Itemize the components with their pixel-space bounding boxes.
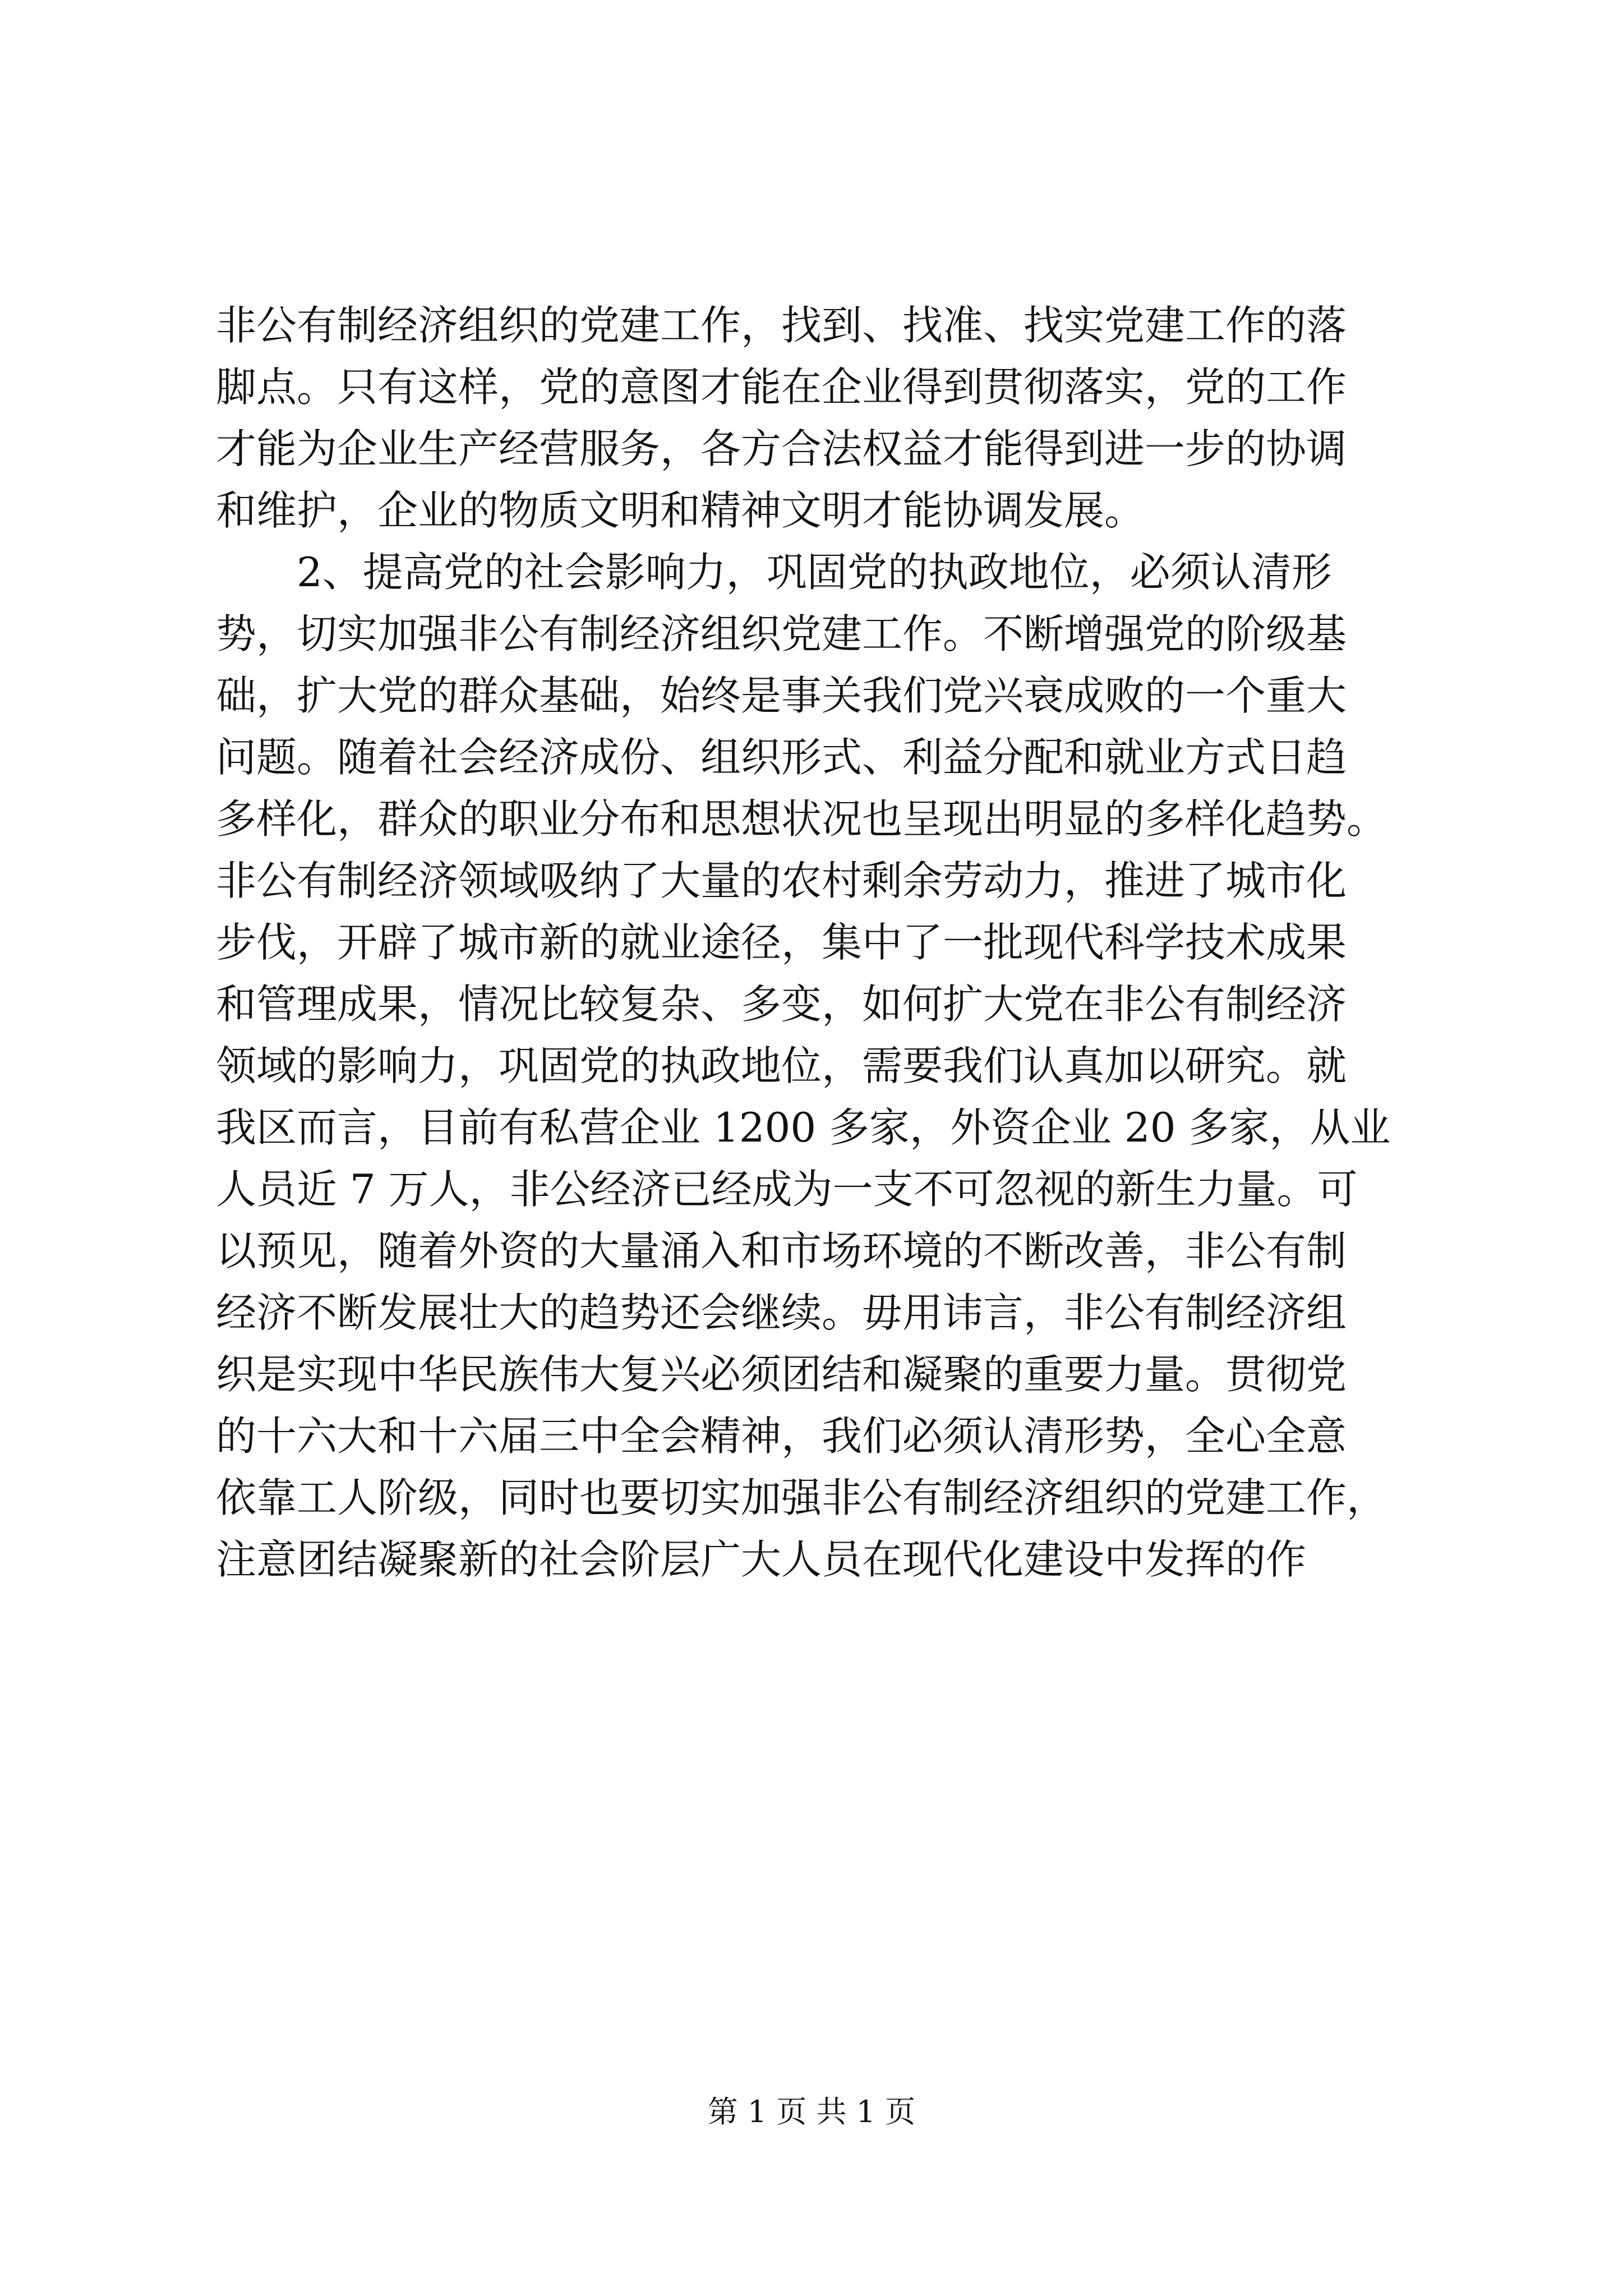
text-line: 才能为企业生产经营服务，各方合法权益才能得到进一步的协调 bbox=[216, 425, 1347, 472]
text-line: 脚点。只有这样，党的意图才能在企业得到贯彻落实，党的工作 bbox=[216, 364, 1347, 411]
text-line: 我区而言，目前有私营企业 1200 多家，外资企业 20 多家，从业 bbox=[216, 1104, 1391, 1151]
page-footer: 第 1 页 共 1 页 bbox=[707, 2094, 916, 2129]
text-line: 经济不断发展壮大的趋势还会继续。毋用讳言，非公有制经济组 bbox=[216, 1289, 1347, 1336]
text-line: 织是实现中华民族伟大复兴必须团结和凝聚的重要力量。贯彻党 bbox=[216, 1351, 1347, 1398]
text-line: 步伐，开辟了城市新的就业途径，集中了一批现代科学技术成果 bbox=[216, 919, 1347, 966]
text-line: 和管理成果，情况比较复杂、多变，如何扩大党在非公有制经济 bbox=[216, 981, 1347, 1028]
text-line: 注意团结凝聚新的社会阶层广大人员在现代化建设中发挥的作 bbox=[216, 1536, 1307, 1583]
text-line: 础，扩大党的群众基础，始终是事关我们党兴衰成败的一个重大 bbox=[216, 672, 1347, 719]
text-line: 势，切实加强非公有制经济组织党建工作。不断增强党的阶级基 bbox=[216, 610, 1347, 657]
paragraph-2-first-line: 2、提高党的社会影响力，巩固党的执政地位，必须认清形 bbox=[297, 549, 1332, 596]
text-line: 非公有制经济组织的党建工作，找到、找准、找实党建工作的落 bbox=[216, 302, 1347, 349]
document-body bbox=[216, 295, 1416, 1590]
text-line: 以预见，随着外资的大量涌入和市场环境的不断改善，非公有制 bbox=[216, 1227, 1347, 1274]
text-line: 领域的影响力，巩固党的执政地位，需要我们认真加以研究。就 bbox=[216, 1042, 1347, 1089]
text-line: 非公有制经济领域吸纳了大量的农村剩余劳动力，推进了城市化 bbox=[216, 857, 1347, 904]
text-line: 的十六大和十六届三中全会精神，我们必须认清形势，全心全意 bbox=[216, 1412, 1347, 1460]
text-line: 依靠工人阶级，同时也要切实加强非公有制经济组织的党建工作， bbox=[216, 1474, 1387, 1521]
text-line: 人员近 7 万人，非公经济已经成为一支不可忽视的新生力量。可 bbox=[216, 1166, 1358, 1213]
text-line: 多样化，群众的职业分布和思想状况也呈现出明显的多样化趋势。 bbox=[216, 795, 1387, 843]
text-line: 问题。随着社会经济成份、组织形式、利益分配和就业方式日趋 bbox=[216, 734, 1347, 781]
text-line: 和维护，企业的物质文明和精神文明才能协调发展。 bbox=[216, 487, 1145, 534]
